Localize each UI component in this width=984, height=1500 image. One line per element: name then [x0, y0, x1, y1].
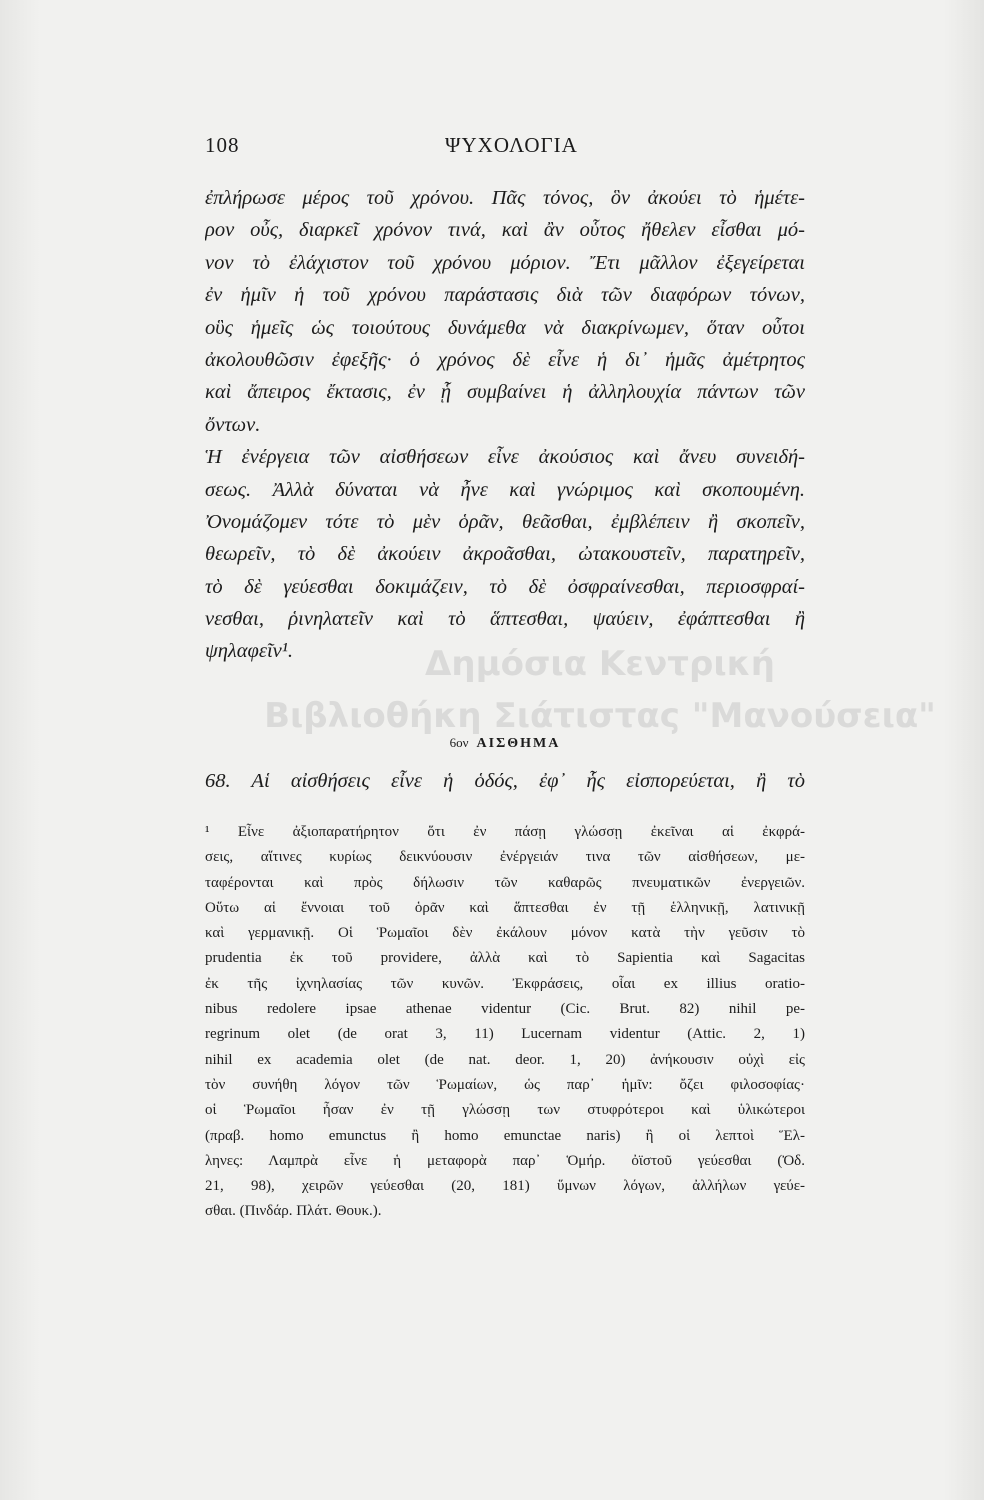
text-line: νεσθαι, ῥινηλατεῖν καὶ τὸ ἅπτεσθαι, ψαύειν, ἐφάπτεσθαι ἢ [205, 608, 805, 631]
footnote-line: Οὕτω αἱ ἔννοιαι τοῦ ὁρᾶν καὶ ἅπτεσθαι ἐν τῇ ἑλληνικῇ, λατινικῇ [205, 899, 805, 916]
footnote-line: regrinum olet (de orat 3, 11) Lucernam videntur (Attic. 2, 1) [205, 1026, 805, 1043]
text-line: ρον οὖς, διαρκεῖ χρόνον τινά, καὶ ἂν οὗτος ἤθελεν εἶσθαι μό- [205, 219, 805, 242]
text-line: ἀκολουθῶσιν ἐφεξῆς· ὁ χρόνος δὲ εἶνε ἡ δι᾽ ἡμᾶς ἀμέτρητος [205, 348, 805, 371]
footnote-line: ταφέρονται καὶ πρὸς δήλωσιν τῶν καθαρῶς πνευματικῶν ἐνεργειῶν. [205, 874, 805, 891]
text-line: καὶ ἄπειρος ἔκτασις, ἐν ᾗ συμβαίνει ἡ ἀλληλουχία πάντων τῶν [205, 381, 805, 404]
text-line: νον τὸ ἐλάχιστον τοῦ χρόνου μόριον. Ἔτι μᾶλλον ἐξεγείρεται [205, 251, 805, 274]
footnote-line: prudentia ἐκ τοῦ providere, ἀλλὰ καὶ τὸ Sapientia καὶ Sagacitas [205, 950, 805, 967]
page-header [205, 133, 805, 163]
running-title: ΨΥΧΟΛΟΓΙΑ [445, 133, 578, 157]
footnote-line: σθαι. (Πινδάρ. Πλάτ. Θουκ.). [205, 1203, 382, 1220]
footnote-line: καὶ γερμανικῇ. Οἱ Ῥωμαῖοι δὲν ἐκάλουν μόνον κατὰ τὴν γεῦσιν τὸ [205, 925, 805, 942]
text-line: Ὀνομάζομεν τότε τὸ μὲν ὁρᾶν, θεᾶσθαι, ἐμβλέπειν ἢ σκοπεῖν, [205, 510, 805, 533]
text-line: τὸ δὲ γεύεσθαι δοκιμάζειν, τὸ δὲ ὀσφραίνεσθαι, περιοσφραί- [205, 575, 805, 598]
section-title: ΑΙΣΘΗΜΑ [476, 736, 561, 751]
text-line: ἐπλήρωσε μέρος τοῦ χρόνου. Πᾶς τόνος, ὃν ἀκούει τὸ ἡμέτε- [205, 187, 805, 209]
text-line: ἐν ἡμῖν ἡ τοῦ χρόνου παράστασις διὰ τῶν διαφόρων τόνων, [205, 284, 805, 307]
text-line: θεωρεῖν, τὸ δὲ ἀκούειν ἀκροᾶσθαι, ὠτακουστεῖν, παρατηρεῖν, [205, 543, 805, 566]
footnote-line: ἐκ τῆς ἰχνηλασίας τῶν κυνῶν. Ἐκφράσεις, οἷαι ex illius oratio- [205, 975, 805, 992]
footnote-line: ¹ Εἶνε ἀξιοπαρατήρητον ὅτι ἐν πάσῃ γλώσσῃ ἐκεῖναι αἱ ἐκφρά- [205, 824, 805, 840]
text-line: οὓς ἡμεῖς ὡς τοιούτους δυνάμεθα νὰ διακρίνωμεν, ὅταν οὗτοι [205, 316, 805, 339]
watermark-line: Δημόσια Κεντρική [425, 644, 775, 684]
text-line: σεως. Ἀλλὰ δύναται νὰ ἦνε καὶ γνώριμος καὶ σκοπουμένη. [205, 478, 805, 501]
text-line: ὄντων. [205, 413, 261, 436]
footnote-line: 21, 98), χειρῶν γεύεσθαι (20, 181) ὕμνων λόγων, ἀλλήλων γεύε- [205, 1178, 805, 1195]
footnote-line: σεις, αἵτινες κυρίως δεικνύουσιν ἐνέργειάν τινα τῶν αἰσθήσεων, με- [205, 849, 805, 866]
footnote-line: οἱ Ῥωμαῖοι ἦσαν ἐν τῇ γλώσσῃ των στυφρότεροι καὶ ὑλικώτεροι [205, 1102, 805, 1119]
section-text [205, 765, 805, 797]
footnote-line: (πραβ. homo emunctus ἢ homo emunctae naris) ἢ οἱ λεπτοὶ Ἕλ- [205, 1127, 805, 1144]
text-line: Ἡ ἐνέργεια τῶν αἰσθήσεων εἶνε ἀκούσιος καὶ ἄνευ συνειδή- [205, 446, 805, 469]
body-text [205, 182, 805, 668]
page-number: 108 [205, 133, 240, 157]
footnote [205, 820, 805, 1225]
text-line: ψηλαφεῖν¹. [205, 640, 294, 663]
footnote-line: nihil ex academia olet (de nat. deor. 1, 20) ἀνήκουσιν οὐχὶ εἰς [205, 1051, 805, 1068]
watermark-line: Βιβλιοθήκη Σιάτιστας "Μανούσεια" [264, 696, 936, 736]
section-ordinal: 6ον [449, 735, 469, 750]
footnote-line: τὸν συνήθη λόγον τῶν Ῥωμαίων, ὡς παρ᾽ ἡμῖν: ὄζει φιλοσοφίας· [205, 1076, 805, 1093]
text-line: 68. Αἱ αἰσθήσεις εἶνε ἡ ὁδός, ἐφ᾽ ἧς εἰσπορεύεται, ἢ τὸ [205, 770, 805, 792]
footnote-line: ληνες: Λαμπρὰ εἶνε ἡ μεταφορὰ παρ᾽ Ὁμήρ. ὀϊστοῦ γεύεσθαι (Ὀδ. [205, 1152, 805, 1169]
section-heading [205, 735, 805, 752]
footnote-line: nibus redolere ipsae athenae videntur (Cic. Brut. 82) nihil pe- [205, 1001, 805, 1018]
